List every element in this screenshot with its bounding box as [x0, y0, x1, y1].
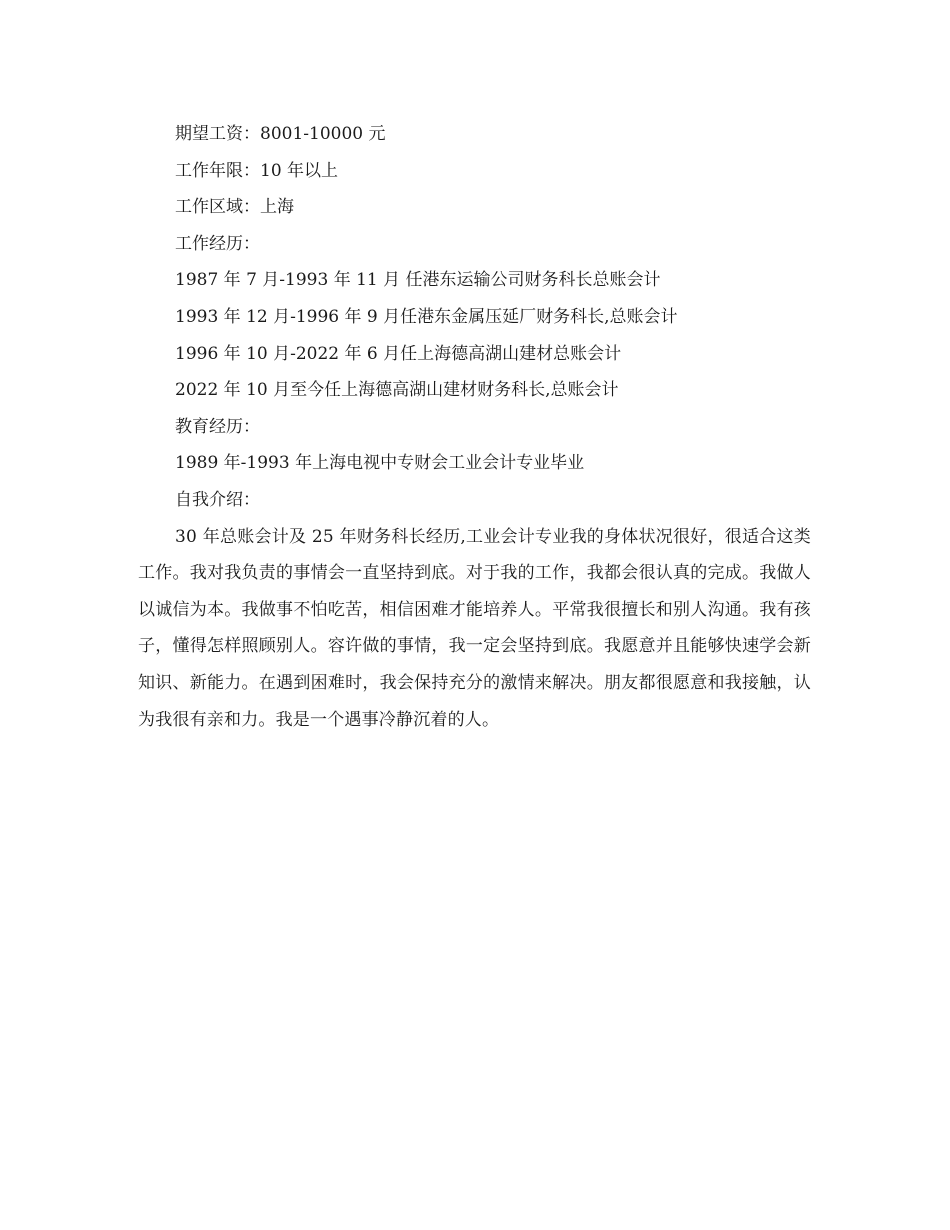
expected-salary-line: 期望工资：8001-10000 元 [175, 124, 386, 144]
work-experience-item: 2022 年 10 月至今任上海德高湖山建材财务科长,总账会计 [175, 380, 619, 401]
self-intro-heading: 自我介绍： [175, 489, 260, 510]
work-experience-item: 1996 年 10 月-2022 年 6 月任上海德高湖山建材总账会计 [175, 343, 622, 364]
self-intro-paragraph: 30 年总账会计及 25 年财务科长经历,工业会计专业我的身体状况很好，很适合这类工作。我对我负责的事情会一直坚持到底。对于我的工作，我都会很认真的完成。我做人以诚信为本。我做事不怕吃苦，相信困难才能培养人。平常我很擅长和别人沟通。我有孩子，懂得怎样照顾别人。容许做的事情，我一定会坚持到底。我愿意并且能够快速学会新知识、新能力。在遇到困难时，我会保持充分的激情来解决。朋友都很愿意和我接触，认为我很有亲和力。我是一个遇事冷静沉着的人。 [138, 526, 811, 730]
work-experience-item: 1987 年 7 月-1993 年 11 月 任港东运输公司财务科长总账会计 [175, 270, 661, 291]
work-experience-item: 1993 年 12 月-1996 年 9 月任港东金属压延厂财务科长,总账会计 [175, 306, 678, 327]
work-experience-heading: 工作经历： [175, 233, 260, 254]
education-heading: 教育经历： [175, 416, 260, 437]
work-region-line: 工作区域：上海 [175, 197, 294, 218]
education-item: 1989 年-1993 年上海电视中专财会工业会计专业毕业 [175, 453, 585, 474]
work-years-line: 工作年限：10 年以上 [175, 160, 339, 181]
document-body [138, 116, 811, 738]
